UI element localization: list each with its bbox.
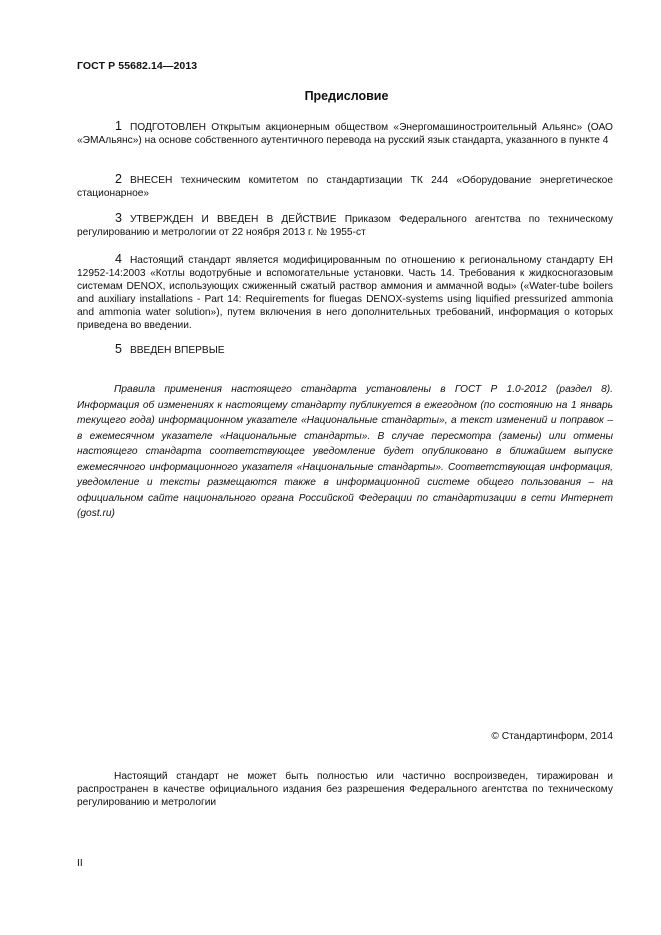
item-text: техническим комитетом по стандартизации ТК 244 «Оборудование энергетическое стационарное» [77, 175, 613, 199]
item-number: 4 [115, 252, 122, 266]
item-lead: ВНЕСЕН [129, 175, 173, 186]
foreword-item-5 [77, 343, 613, 357]
item-number: 5 [115, 342, 122, 356]
item-lead: УТВЕРЖДЕН И ВВЕДЕН В ДЕЙСТВИЕ [129, 214, 337, 225]
item-number: 3 [115, 211, 122, 225]
foreword-item-3 [77, 212, 613, 239]
item-number: 2 [115, 172, 122, 186]
document-number: ГОСТ Р 55682.14—2013 [77, 60, 198, 72]
item-text: Настоящий стандарт является модифицированным по отношению к региональному стандарту ЕН 12952-14:2003 «Котлы водотрубные и вспомогательные установки. Часть 14. Требования к жидкосногазовым системам DENOX, использующих сжиженный сжатый раствор аммония и аммачной воды» («Water-tube boilers and auxiliary installations - Part 14: Requirements for fluegas DENOX-systems using liquified pressurized ammonia and ammonia water solution»), путем включения в него дополнительных требований, информация о которых приведена во введении. [77, 255, 613, 331]
reproduction-notice: Настоящий стандарт не может быть полностью или частично воспроизведен, тиражирован и распространен в качестве официального издания без разрешения Федерального агентства по техническому регулированию и метрологии [77, 771, 613, 808]
item-lead: ВВЕДЕН ВПЕРВЫЕ [129, 345, 225, 356]
foreword-item-1 [77, 120, 613, 147]
page-title: Предисловие [304, 89, 389, 103]
foreword-item-2 [77, 173, 613, 200]
item-number: 1 [115, 119, 122, 133]
item-lead: ПОДГОТОВЛЕН [129, 122, 206, 133]
rules-notice: Правила применения настоящего стандарта установлены в ГОСТ Р 1.0-2012 (раздел 8). Информация об изменениях к настоящему стандарту публикуется в ежегодном (по состоянию на 1 январь текущего года) информационном указателе «Национальные стандарты», а текст изменений и поправок – в ежемесячном указателе «Национальные стандарты». В случае пересмотра (замены) или отмены настоящего стандарта соответствующее уведомление будет опубликовано в ближайшем выпуске ежемесячного информационного указателя «Национальные стандарты». Соответствующая информация, уведомление и тексты размещаются также в информационной системе общего пользования – на официальном сайте национального органа Российской Федерации по стандартизации в сети Интернет (gost.ru) [77, 384, 613, 519]
item-text: Открытым акционерным обществом «Энергомашиностроительный Альянс» (ОАО «ЭМАльянс») на основе собственного аутентичного перевода на русский язык стандарта, указанного в пункте 4 [77, 122, 613, 146]
copyright: © Стандартинформ, 2014 [491, 731, 613, 742]
page-number: II [77, 858, 83, 869]
item-text: Приказом Федерального агентства по техническому регулированию и метрологии от 22 ноября 2013 г. № 1955-ст [77, 214, 613, 238]
foreword-item-4 [77, 253, 613, 332]
